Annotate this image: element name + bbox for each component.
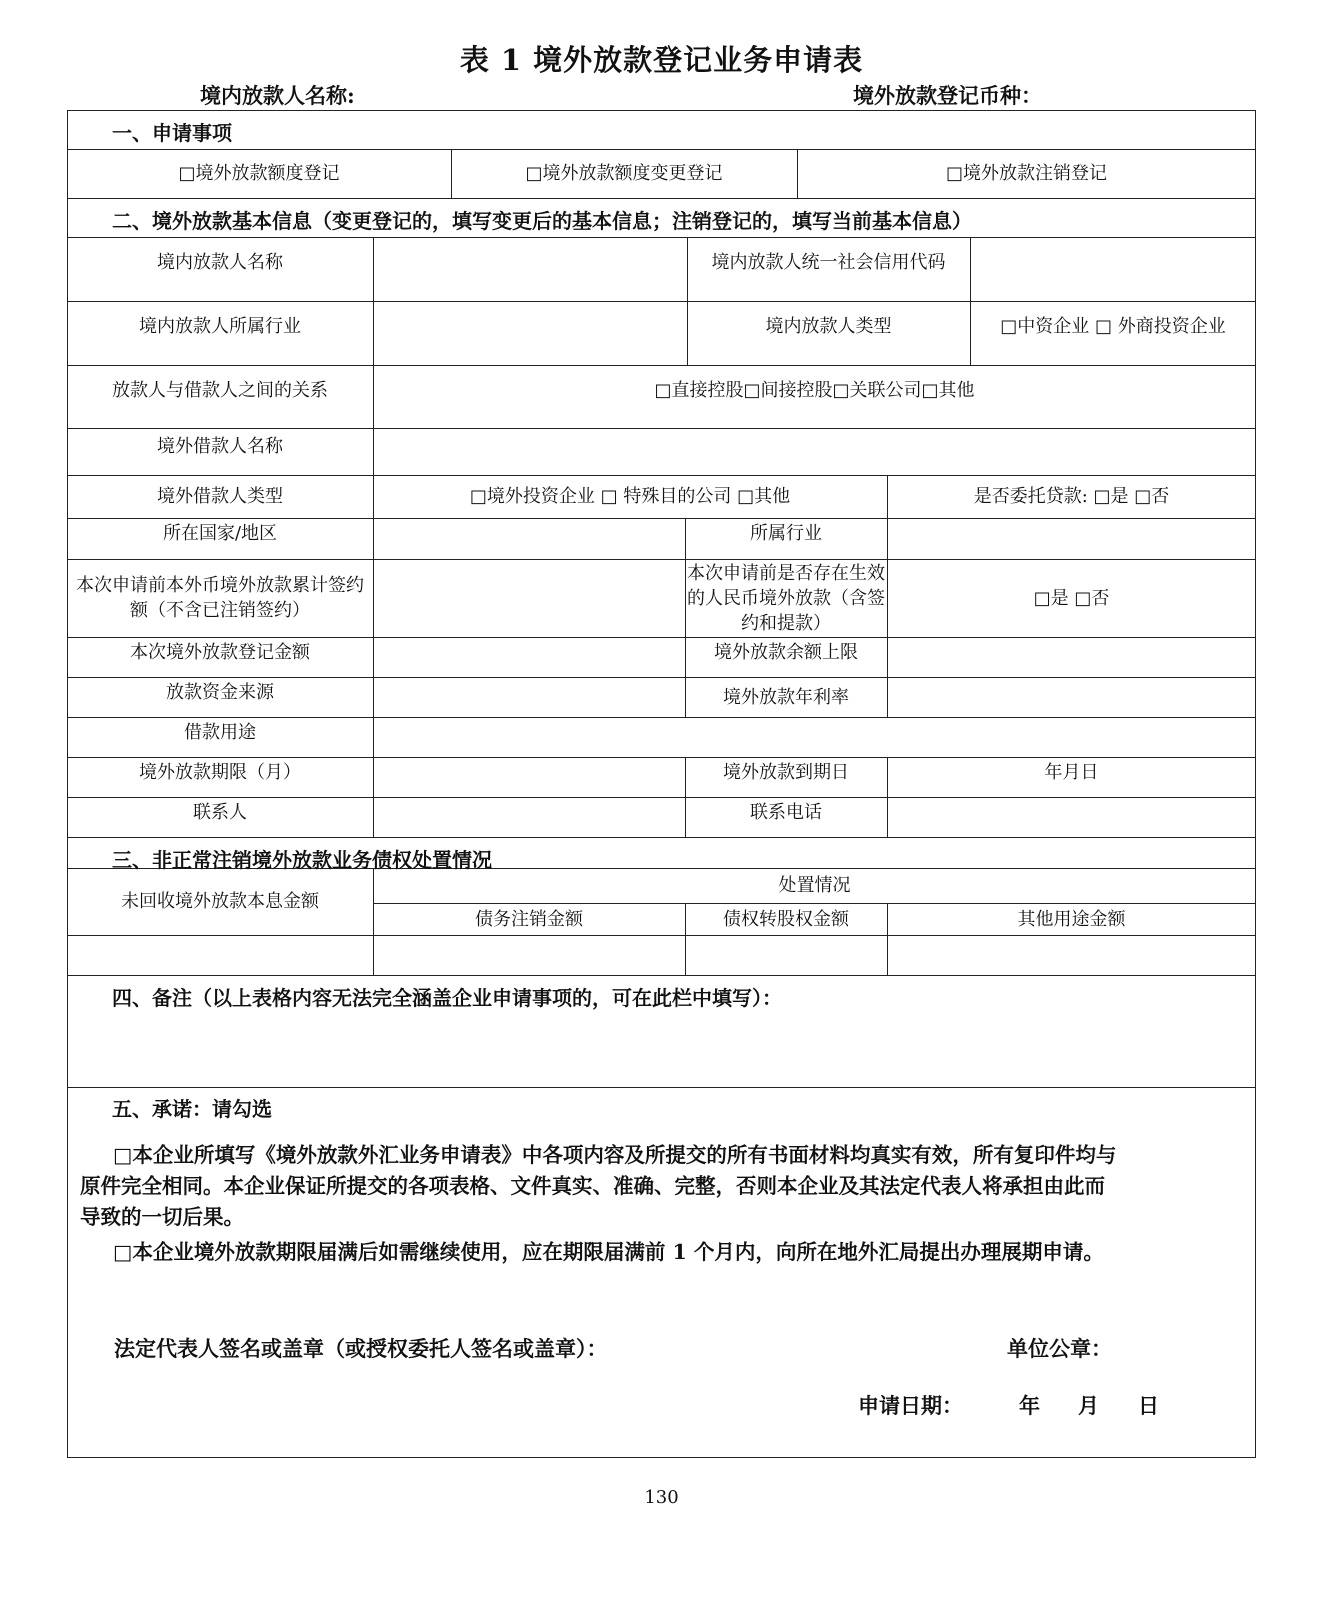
label-country: 所在国家/地区	[162, 522, 278, 544]
label-debt-to-equity: 债权转股权金额	[723, 908, 849, 930]
row-divider	[67, 837, 1256, 838]
label-cumulative-line2: 额（不含已注销签约）	[130, 600, 310, 621]
label-debt-cancellation: 债务注销金额	[475, 908, 583, 930]
label-borrower-name: 境外借款人名称	[157, 435, 283, 457]
commitment-1-line2: 原件完全相同。本企业保证所提交的各项表格、文件真实、准确、完整，否则本企业及其法定代表人将承担由此而	[80, 1174, 1105, 1198]
date-year: 年	[1019, 1393, 1040, 1418]
checkbox-quota-registration[interactable]: □境外放款额度登记	[178, 163, 340, 184]
checkbox-cancellation[interactable]: □境外放款注销登记	[945, 163, 1107, 184]
commitment-1-line1: □本企业所填写《境外放款外汇业务申请表》中各项内容及所提交的所有书面材料均真实有效，所有复印件均与	[113, 1143, 1117, 1167]
commitment-paragraph-1[interactable]	[80, 1140, 1250, 1233]
section-1-heading: 一、申请事项	[112, 121, 232, 145]
label-lender-industry: 境内放款人所属行业	[139, 315, 301, 337]
label-loan-purpose: 借款用途	[184, 721, 256, 743]
legal-rep-signature-label: 法定代表人签名或盖章（或授权委托人签名或盖章）：	[114, 1336, 608, 1361]
currency-label: 境外放款登记币种：	[853, 83, 1042, 108]
label-lender-name: 境内放款人名称	[157, 251, 283, 273]
label-disposal: 处置情况	[778, 875, 851, 896]
date-day: 日	[1138, 1393, 1159, 1418]
row-divider	[67, 198, 1256, 199]
label-relationship: 放款人与借款人之间的关系	[112, 379, 328, 401]
section-2-heading: 二、境外放款基本信息（变更登记的，填写变更后的基本信息；注销登记的，填写当前基本信息）	[112, 209, 972, 233]
commitment-paragraph-2[interactable]: □本企业境外放款期限届满后如需继续使用，应在期限届满前 1 个月内，向所在地外汇局提出办理展期申请。	[113, 1240, 1104, 1264]
section-4-heading: 四、备注（以上表格内容无法完全涵盖企业申请事项的，可在此栏中填写）：	[112, 986, 782, 1010]
label-rmb-loan-exists	[685, 559, 887, 637]
row-divider	[67, 935, 1256, 936]
label-credit-code: 境内放款人统一社会信用代码	[711, 251, 946, 273]
label-unrecovered-amount: 未回收境外放款本息金额	[121, 891, 319, 912]
checkbox-entrusted-loan[interactable]: 是否委托贷款: □是 □否	[973, 486, 1170, 507]
checkbox-rmb-loan-exists[interactable]: □是 □否	[1033, 587, 1110, 609]
commitment-1-line3: 导致的一切后果。	[80, 1205, 244, 1229]
label-cumulative-amount	[67, 559, 373, 637]
label-balance-cap: 境外放款余额上限	[714, 641, 858, 663]
section-3-heading: 三、非正常注销境外放款业务债权处置情况	[112, 848, 492, 872]
application-date-label: 申请日期：	[858, 1393, 963, 1418]
page-number: 130	[644, 1487, 679, 1508]
label-contact-person: 联系人	[193, 801, 247, 823]
label-borrower-type: 境外借款人类型	[157, 486, 283, 507]
checkbox-relationship[interactable]: □直接控股□间接控股□关联公司□其他	[654, 379, 975, 401]
label-registration-amount: 本次境外放款登记金额	[130, 641, 310, 663]
company-seal-label: 单位公章：	[1007, 1336, 1112, 1361]
label-rmb-line1: 本次申请前是否存在生效	[687, 562, 885, 584]
label-annual-rate: 境外放款年利率	[723, 686, 849, 708]
form-title: 表 1 境外放款登记业务申请表	[459, 43, 864, 77]
label-rmb-line3: 约和提款）	[741, 612, 831, 634]
label-borrower-industry: 所属行业	[750, 522, 822, 544]
checkbox-borrower-type[interactable]: □境外投资企业 □ 特殊目的公司 □其他	[469, 486, 791, 507]
checkbox-quota-change[interactable]: □境外放款额度变更登记	[525, 163, 723, 184]
label-lender-type: 境内放款人类型	[765, 315, 892, 337]
col-divider	[373, 237, 374, 837]
lender-name-label: 境内放款人名称:	[200, 83, 355, 108]
label-other-use: 其他用途金额	[1017, 908, 1126, 930]
label-maturity-date: 境外放款到期日	[723, 761, 849, 783]
label-contact-phone: 联系电话	[750, 801, 822, 823]
maturity-date-placeholder[interactable]: 年月日	[1044, 761, 1099, 783]
row-divider	[67, 1087, 1256, 1088]
date-month: 月	[1078, 1393, 1099, 1418]
label-loan-term: 境外放款期限（月）	[139, 761, 301, 783]
row-divider	[67, 975, 1256, 976]
label-cumulative-line1: 本次申请前本外币境外放款累计签约	[76, 575, 364, 596]
label-rmb-line2: 的人民币境外放款（含签	[687, 587, 885, 609]
label-fund-source: 放款资金来源	[166, 681, 274, 703]
section-5-heading: 五、承诺：请勾选	[112, 1097, 272, 1121]
checkbox-lender-type[interactable]: □中资企业 □ 外商投资企业	[1000, 315, 1226, 337]
